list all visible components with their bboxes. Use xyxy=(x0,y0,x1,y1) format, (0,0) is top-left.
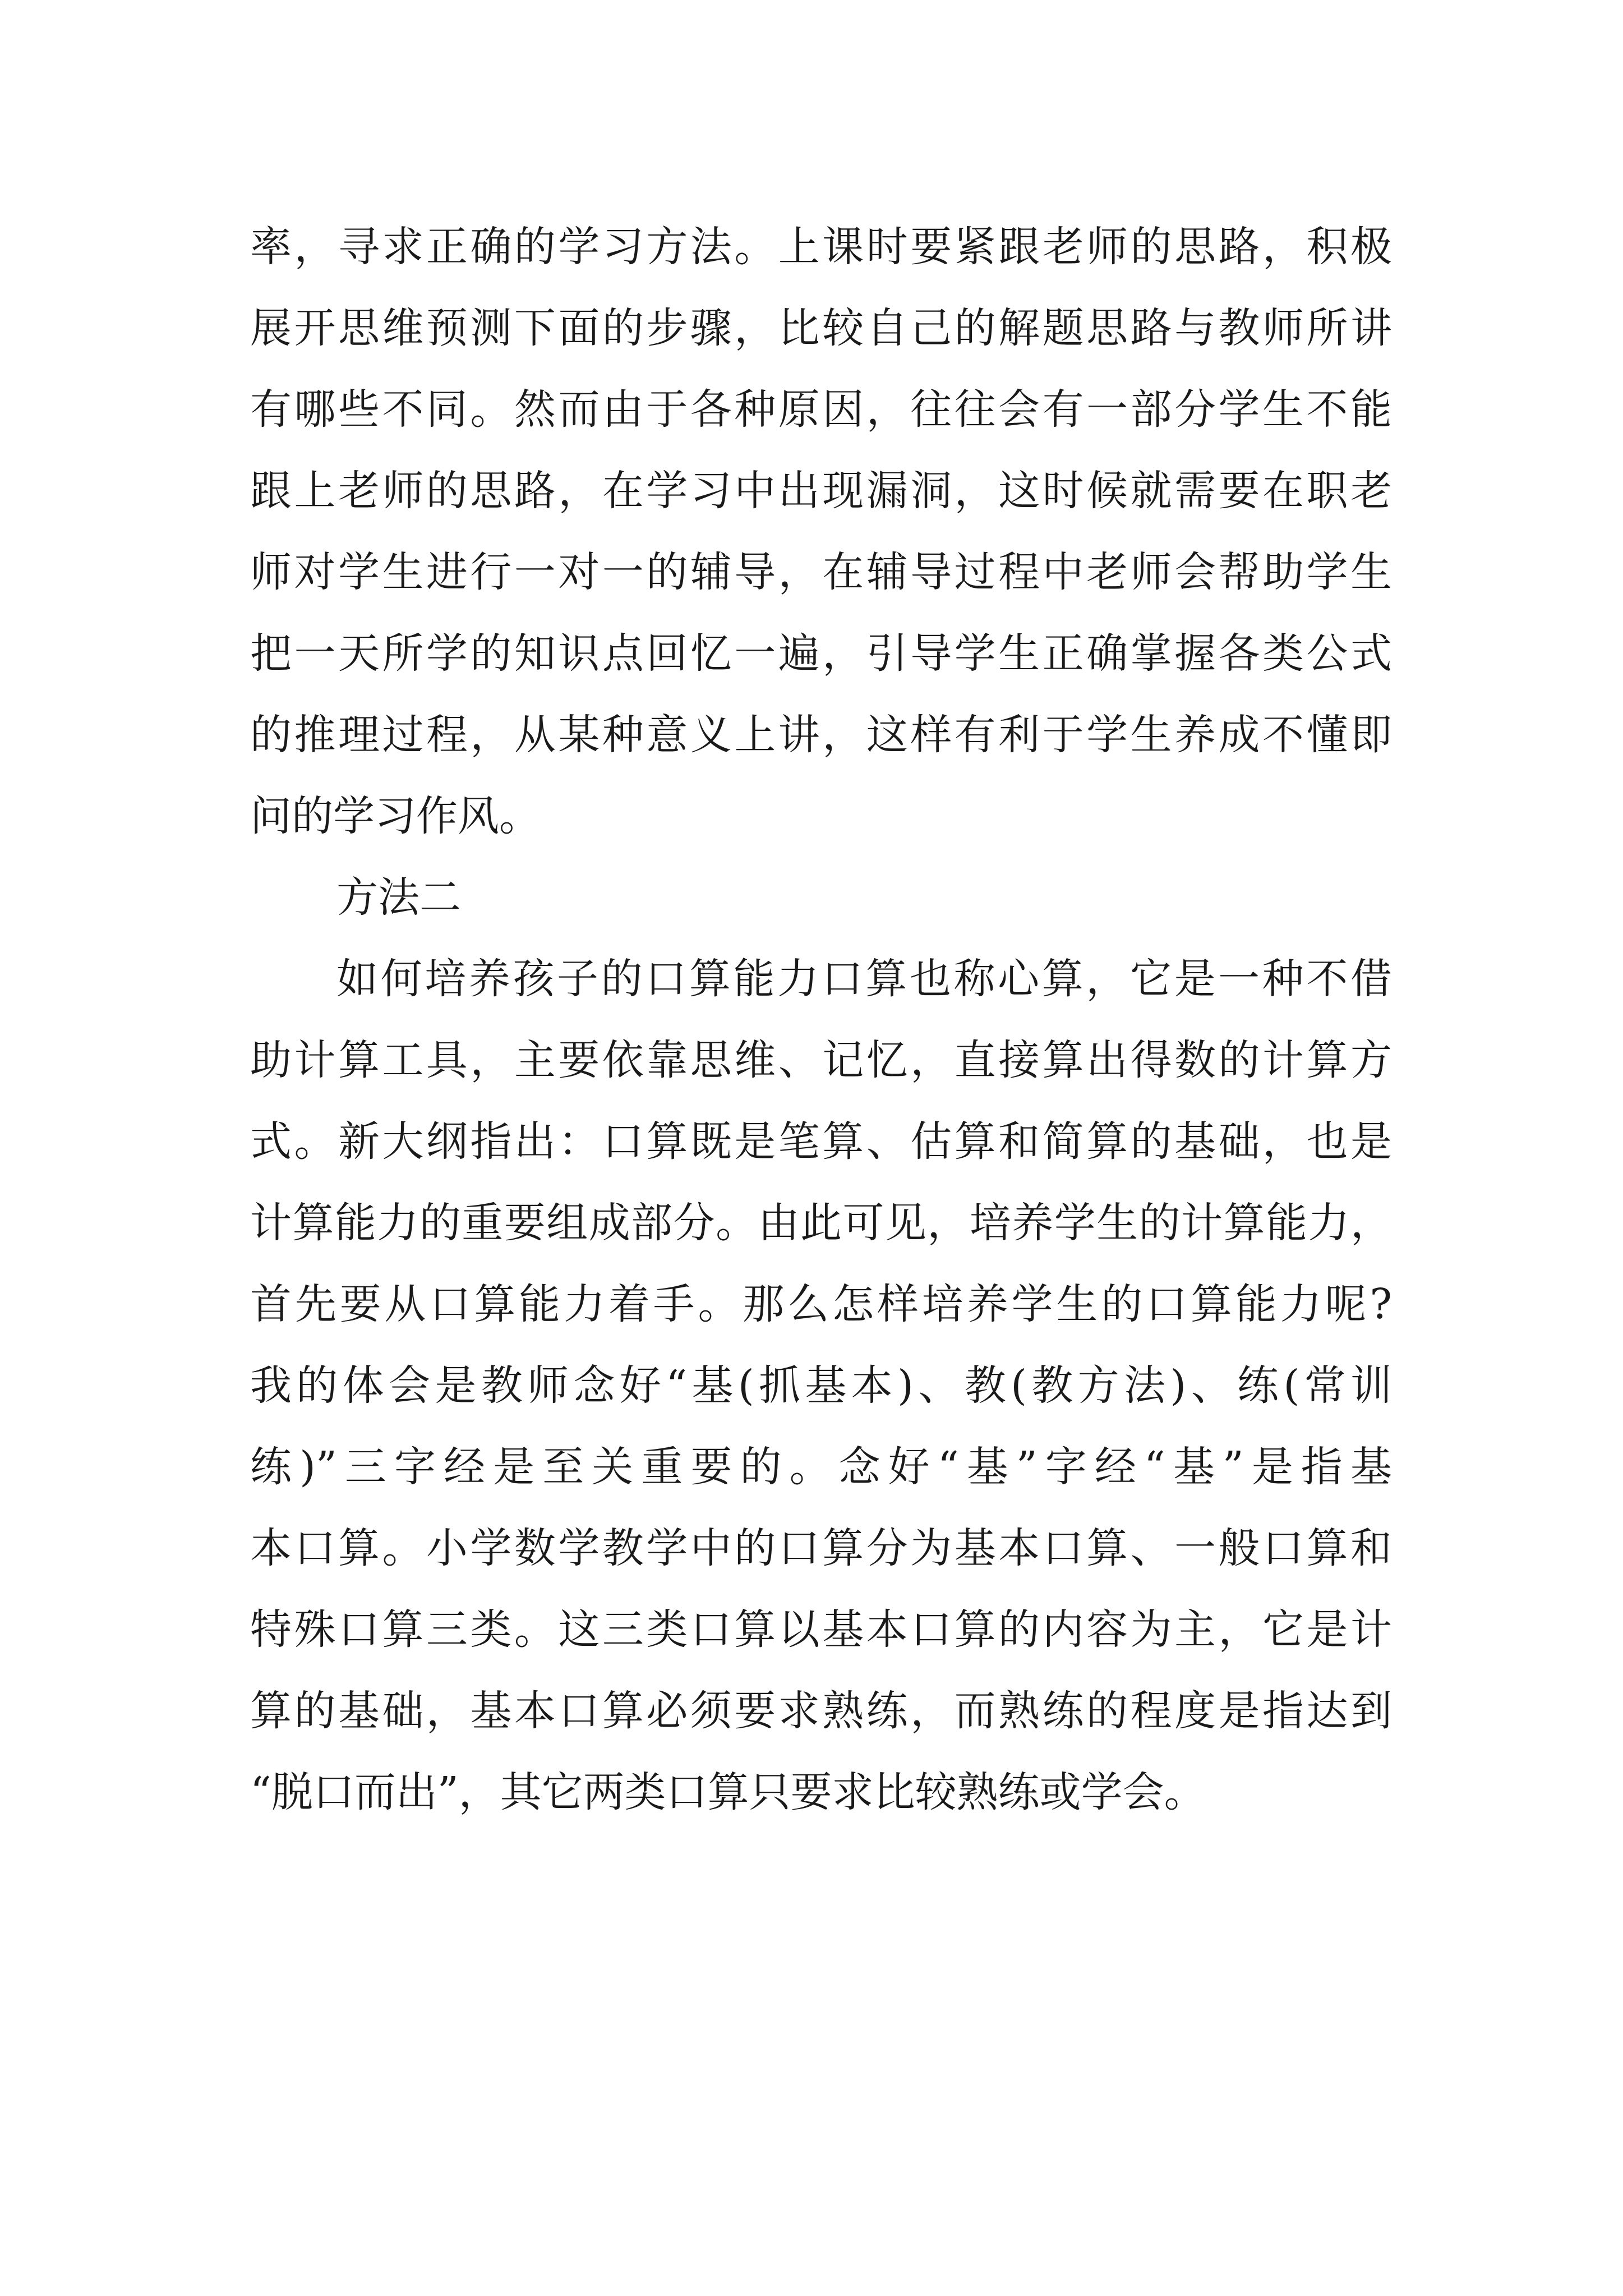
text-line: 算的基础，基本口算必须要求熟练，而熟练的程度是指达到 xyxy=(250,1687,1392,1735)
text-line: 师对学生进行一对一的辅导，在辅导过程中老师会帮助学生 xyxy=(250,548,1392,596)
text-line: 问的学习作风。 xyxy=(250,792,541,840)
text-line: 助计算工具，主要依靠思维、记忆，直接算出得数的计算方 xyxy=(250,1036,1392,1084)
text-line: 本口算。小学数学教学中的口算分为基本口算、一般口算和 xyxy=(250,1524,1392,1572)
text-line: 率，寻求正确的学习方法。上课时要紧跟老师的思路，积极 xyxy=(250,223,1392,271)
paragraph-continued xyxy=(250,206,1392,857)
text-line: 有哪些不同。然而由于各种原因，往往会有一部分学生不能 xyxy=(250,385,1392,434)
text-line: 把一天所学的知识点回忆一遍，引导学生正确掌握各类公式 xyxy=(250,629,1392,678)
text-line: 练)”三字经是至关重要的。念好“基”字经“基”是指基 xyxy=(250,1443,1392,1491)
text-line: 如何培养孩子的口算能力口算也称心算，它是一种不借 xyxy=(336,955,1392,1003)
text-line: “脱口而出”，其它两类口算只要求比较熟练或学会。 xyxy=(250,1768,1206,1816)
text-line: 跟上老师的思路，在学习中出现漏洞，这时候就需要在职老 xyxy=(250,467,1392,515)
body-text xyxy=(250,206,1392,1833)
text-line: 我的体会是教师念好“基(抓基本)、教(教方法)、练(常训 xyxy=(250,1361,1392,1410)
paragraph-method-two xyxy=(250,938,1392,1833)
text-line: 式。新大纲指出：口算既是笔算、估算和简算的基础，也是 xyxy=(250,1117,1392,1166)
text-line: 计算能力的重要组成部分。由此可见，培养学生的计算能力， xyxy=(250,1199,1392,1247)
text-line: 特殊口算三类。这三类口算以基本口算的内容为主，它是计 xyxy=(250,1605,1392,1654)
text-line: 展开思维预测下面的步骤，比较自己的解题思路与教师所讲 xyxy=(250,304,1392,352)
text-line: 首先要从口算能力着手。那么怎样培养学生的口算能力呢? xyxy=(250,1280,1392,1328)
section-heading: 方法二 xyxy=(336,873,461,922)
text-line: 的推理过程，从某种意义上讲，这样有利于学生养成不懂即 xyxy=(250,711,1392,759)
